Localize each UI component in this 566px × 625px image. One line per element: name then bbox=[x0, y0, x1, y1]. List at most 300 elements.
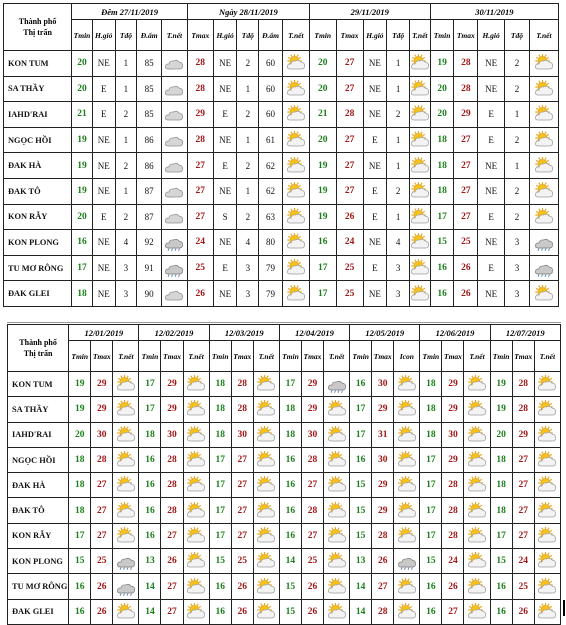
value-cell: 2 bbox=[237, 153, 259, 179]
value-cell: 79 bbox=[259, 281, 283, 307]
value-cell: 1 bbox=[505, 153, 530, 179]
weather-icon-cell bbox=[529, 281, 558, 307]
city-name: IAHD'RAI bbox=[8, 422, 69, 447]
weather-icon-cell bbox=[183, 372, 209, 397]
tmax-value: 29 bbox=[301, 372, 323, 397]
sun-behind-cloud-icon bbox=[113, 426, 138, 444]
weather-icon-cell bbox=[394, 498, 420, 523]
column-header: T.nết bbox=[534, 341, 560, 372]
tmax-value: 29 bbox=[372, 397, 394, 422]
value-cell: S bbox=[213, 204, 237, 230]
sun-behind-cloud-icon bbox=[113, 451, 138, 469]
weather-icon-cell bbox=[162, 51, 188, 77]
tmax-value: 31 bbox=[372, 422, 394, 447]
tmin-value: 17 bbox=[420, 498, 442, 523]
weather-icon-cell bbox=[253, 523, 279, 548]
cloud-rain-icon bbox=[530, 259, 558, 277]
tmax-value: 28 bbox=[512, 397, 534, 422]
weather-icon-cell bbox=[282, 178, 309, 204]
tmin-value: 18 bbox=[69, 498, 91, 523]
value-cell: NE bbox=[92, 230, 115, 256]
weather-icon-cell bbox=[529, 178, 558, 204]
tmax-value: 28 bbox=[187, 76, 213, 102]
value-cell: 85 bbox=[137, 51, 162, 77]
value-cell: 61 bbox=[259, 127, 283, 153]
value-cell: E bbox=[92, 204, 115, 230]
weather-icon-cell bbox=[409, 281, 430, 307]
sun-behind-cloud-icon bbox=[184, 552, 209, 570]
weather-icon-cell bbox=[113, 574, 139, 599]
tmax-value: 27 bbox=[231, 473, 253, 498]
column-header: Tmin bbox=[139, 341, 161, 372]
value-cell: NE bbox=[213, 178, 237, 204]
weather-icon-cell bbox=[324, 372, 350, 397]
weather-icon-cell bbox=[464, 498, 490, 523]
column-header: Tmax bbox=[187, 20, 213, 51]
tmax-value: 24 bbox=[442, 549, 464, 574]
sun-behind-cloud-icon bbox=[254, 451, 279, 469]
weather-icon-cell bbox=[113, 422, 139, 447]
cloud-rain-icon bbox=[113, 552, 138, 570]
sun-behind-cloud-icon bbox=[464, 552, 489, 570]
tmax-value: 29 bbox=[161, 372, 183, 397]
tmin-value: 19 bbox=[309, 153, 336, 179]
weather-icon-cell bbox=[529, 204, 558, 230]
tmax-value: 25 bbox=[187, 255, 213, 281]
cloud-with-sun-icon bbox=[464, 451, 489, 469]
weather-icon-cell bbox=[464, 599, 490, 624]
sun-behind-cloud-icon bbox=[394, 426, 419, 444]
column-header: Icon bbox=[394, 341, 420, 372]
weather-icon-cell bbox=[282, 204, 309, 230]
weather-icon-cell bbox=[464, 549, 490, 574]
tmax-value: 25 bbox=[336, 281, 363, 307]
tmax-value: 26 bbox=[336, 204, 363, 230]
tmax-value: 29 bbox=[442, 372, 464, 397]
tmin-value: 20 bbox=[69, 422, 91, 447]
tmax-value: 28 bbox=[161, 447, 183, 472]
weather-icon-cell bbox=[464, 397, 490, 422]
weather-icon-cell bbox=[394, 473, 420, 498]
column-header: H.gió bbox=[213, 20, 237, 51]
value-cell: 2 bbox=[505, 127, 530, 153]
tmax-value: 28 bbox=[442, 498, 464, 523]
table-row bbox=[8, 447, 561, 472]
city-column-header bbox=[8, 325, 69, 372]
tmin-value: 20 bbox=[309, 127, 336, 153]
value-cell: NE bbox=[478, 281, 505, 307]
weather-icon-cell bbox=[534, 523, 560, 548]
value-cell: E bbox=[478, 255, 505, 281]
weather-icon-cell bbox=[282, 281, 309, 307]
tmax-value: 25 bbox=[231, 549, 253, 574]
tmax-value: 26 bbox=[454, 281, 478, 307]
sun-behind-cloud-icon bbox=[254, 552, 279, 570]
tmax-value: 28 bbox=[454, 76, 478, 102]
cloud-icon bbox=[162, 285, 187, 303]
sun-behind-cloud-icon bbox=[530, 157, 558, 175]
table-row bbox=[8, 372, 561, 397]
weather-icon-cell bbox=[162, 204, 188, 230]
value-cell: 2 bbox=[505, 204, 530, 230]
value-cell: 62 bbox=[259, 178, 283, 204]
cloud-rain-icon bbox=[162, 259, 187, 277]
table-row bbox=[4, 204, 559, 230]
weather-icon-cell bbox=[324, 397, 350, 422]
tmax-value: 27 bbox=[336, 153, 363, 179]
value-cell: E bbox=[363, 127, 387, 153]
column-header: Tđộ bbox=[237, 20, 259, 51]
tmin-value: 20 bbox=[72, 76, 93, 102]
sun-behind-cloud-icon bbox=[535, 375, 560, 393]
day-header: 12/06/2019 bbox=[420, 325, 490, 341]
city-name: KON RẪY bbox=[8, 523, 69, 548]
tmin-value: 14 bbox=[350, 574, 372, 599]
weather-icon-cell bbox=[394, 549, 420, 574]
tmin-value: 17 bbox=[350, 397, 372, 422]
tmin-value: 17 bbox=[209, 498, 231, 523]
table-row bbox=[8, 422, 561, 447]
weather-icon-cell bbox=[113, 447, 139, 472]
column-header-row bbox=[8, 341, 561, 372]
value-cell: 3 bbox=[505, 281, 530, 307]
sun-behind-cloud-icon bbox=[283, 157, 309, 175]
value-cell: E bbox=[478, 127, 505, 153]
tmin-value: 18 bbox=[420, 372, 442, 397]
tmin-value: 20 bbox=[430, 76, 454, 102]
tmax-value: 29 bbox=[91, 372, 113, 397]
tmax-value: 27 bbox=[336, 178, 363, 204]
tmin-value: 18 bbox=[430, 153, 454, 179]
day-header: Đêm 27/11/2019 bbox=[72, 4, 188, 20]
tmax-value: 28 bbox=[372, 523, 394, 548]
value-cell: 2 bbox=[387, 178, 410, 204]
tmax-value: 27 bbox=[454, 178, 478, 204]
sun-behind-cloud-icon bbox=[464, 400, 489, 418]
sun-behind-cloud-icon bbox=[530, 285, 558, 303]
tmax-value: 26 bbox=[161, 549, 183, 574]
value-cell: 2 bbox=[505, 76, 530, 102]
weather-icon-cell bbox=[409, 127, 430, 153]
weather-icon-cell bbox=[534, 473, 560, 498]
sun-behind-cloud-icon bbox=[324, 578, 349, 596]
city-name: NGỌC HỒI bbox=[4, 127, 72, 153]
weather-icon-cell bbox=[534, 397, 560, 422]
tmax-value: 30 bbox=[301, 422, 323, 447]
sun-behind-cloud-icon bbox=[324, 451, 349, 469]
tmin-value: 15 bbox=[69, 549, 91, 574]
tmax-value: 27 bbox=[231, 523, 253, 548]
value-cell: 2 bbox=[115, 153, 137, 179]
weather-icon-cell bbox=[183, 422, 209, 447]
tmin-value: 15 bbox=[209, 549, 231, 574]
weather-icon-cell bbox=[162, 76, 188, 102]
value-cell: NE bbox=[92, 153, 115, 179]
day-header: 29/11/2019 bbox=[309, 4, 430, 20]
sun-behind-cloud-icon bbox=[184, 527, 209, 545]
tmax-value: 27 bbox=[336, 127, 363, 153]
tmax-value: 30 bbox=[372, 372, 394, 397]
table-row bbox=[4, 255, 559, 281]
tmin-value: 15 bbox=[490, 549, 512, 574]
value-cell: 2 bbox=[237, 102, 259, 128]
column-header: Tmax bbox=[512, 341, 534, 372]
sun-behind-cloud-icon bbox=[535, 603, 560, 621]
sun-behind-cloud-icon bbox=[530, 131, 558, 149]
value-cell: 1 bbox=[387, 127, 410, 153]
tmin-value: 13 bbox=[139, 549, 161, 574]
tmin-value: 19 bbox=[309, 178, 336, 204]
column-header: Tmax bbox=[442, 341, 464, 372]
weather-icon-cell bbox=[253, 473, 279, 498]
city-name: TU MƠ RÔNG bbox=[8, 574, 69, 599]
column-header: T.nết bbox=[324, 341, 350, 372]
column-header: Tmin bbox=[279, 341, 301, 372]
sun-behind-cloud-icon bbox=[184, 476, 209, 494]
tmin-value: 15 bbox=[430, 230, 454, 256]
tmin-value: 15 bbox=[279, 574, 301, 599]
tmin-value: 16 bbox=[279, 498, 301, 523]
value-cell: 4 bbox=[387, 230, 410, 256]
column-header: Tmax bbox=[91, 341, 113, 372]
column-header: T.nết bbox=[282, 20, 309, 51]
tmax-value: 26 bbox=[231, 574, 253, 599]
weather-icon-cell bbox=[113, 599, 139, 624]
weather-icon-cell bbox=[409, 51, 430, 77]
table-row bbox=[8, 523, 561, 548]
city-header-line-2: Thị trấn bbox=[23, 28, 52, 37]
tmax-value: 25 bbox=[336, 255, 363, 281]
value-cell: NE bbox=[363, 51, 387, 77]
city-name: TU MƠ RÔNG bbox=[4, 255, 72, 281]
weather-icon-cell bbox=[282, 255, 309, 281]
tmin-value: 15 bbox=[350, 523, 372, 548]
cloud-rain-icon bbox=[162, 233, 187, 251]
tmin-value: 19 bbox=[490, 372, 512, 397]
weather-icon-cell bbox=[529, 76, 558, 102]
column-header: Tmin bbox=[350, 341, 372, 372]
day-header: 12/05/2019 bbox=[350, 325, 420, 341]
value-cell: 2 bbox=[115, 102, 137, 128]
tmax-value: 28 bbox=[161, 498, 183, 523]
sun-behind-cloud-icon bbox=[184, 375, 209, 393]
sun-behind-cloud-icon bbox=[113, 603, 138, 621]
tmin-value: 16 bbox=[490, 599, 512, 624]
value-cell: 1 bbox=[387, 153, 410, 179]
tmax-value: 28 bbox=[336, 102, 363, 128]
value-cell: 92 bbox=[137, 230, 162, 256]
weather-icon-cell bbox=[409, 76, 430, 102]
sun-behind-cloud-icon bbox=[530, 182, 558, 200]
weather-icon-cell bbox=[394, 599, 420, 624]
sun-behind-cloud-icon bbox=[530, 105, 558, 123]
value-cell: NE bbox=[363, 102, 387, 128]
sun-behind-cloud-icon bbox=[410, 54, 430, 72]
weather-icon-cell bbox=[534, 422, 560, 447]
weather-icon-cell bbox=[464, 574, 490, 599]
value-cell: 91 bbox=[137, 255, 162, 281]
weather-icon-cell bbox=[534, 549, 560, 574]
tmin-value: 19 bbox=[69, 397, 91, 422]
value-cell: 85 bbox=[137, 102, 162, 128]
tmax-value: 28 bbox=[372, 599, 394, 624]
value-cell: 3 bbox=[387, 255, 410, 281]
sun-behind-cloud-icon bbox=[394, 400, 419, 418]
weather-icon-cell bbox=[113, 549, 139, 574]
day-header: 12/02/2019 bbox=[139, 325, 209, 341]
table-row bbox=[4, 51, 559, 77]
value-cell: 79 bbox=[259, 255, 283, 281]
tmin-value: 15 bbox=[279, 599, 301, 624]
sun-behind-cloud-icon bbox=[410, 157, 430, 175]
sun-behind-cloud-icon bbox=[254, 375, 279, 393]
column-header: Đ.ẩm bbox=[259, 20, 283, 51]
value-cell: 1 bbox=[237, 178, 259, 204]
value-cell: 62 bbox=[259, 153, 283, 179]
sun-behind-cloud-icon bbox=[113, 527, 138, 545]
tmin-value: 16 bbox=[279, 523, 301, 548]
tmin-value: 20 bbox=[309, 51, 336, 77]
tmax-value: 27 bbox=[161, 574, 183, 599]
value-cell: 60 bbox=[259, 102, 283, 128]
value-cell: NE bbox=[213, 127, 237, 153]
tmin-value: 21 bbox=[309, 102, 336, 128]
tmin-value: 17 bbox=[139, 397, 161, 422]
tmin-value: 18 bbox=[69, 447, 91, 472]
value-cell: 2 bbox=[237, 51, 259, 77]
sun-behind-cloud-icon bbox=[535, 578, 560, 596]
tmax-value: 27 bbox=[512, 447, 534, 472]
weather-icon-cell bbox=[282, 76, 309, 102]
tmin-value: 16 bbox=[139, 523, 161, 548]
column-header: Tmin bbox=[430, 20, 454, 51]
weather-icon-cell bbox=[394, 397, 420, 422]
weather-icon-cell bbox=[324, 422, 350, 447]
sun-behind-cloud-icon bbox=[464, 476, 489, 494]
tmin-value: 17 bbox=[430, 204, 454, 230]
sun-behind-cloud-icon bbox=[394, 476, 419, 494]
weather-icon-cell bbox=[253, 549, 279, 574]
tmax-value: 27 bbox=[301, 523, 323, 548]
column-header: Tmin bbox=[490, 341, 512, 372]
city-name: KON PLONG bbox=[4, 230, 72, 256]
city-name: ĐAK HÀ bbox=[8, 473, 69, 498]
tmax-value: 25 bbox=[512, 574, 534, 599]
value-cell: 1 bbox=[115, 51, 137, 77]
tmin-value: 16 bbox=[309, 230, 336, 256]
tmin-value: 17 bbox=[72, 255, 93, 281]
column-header: T.nết bbox=[464, 341, 490, 372]
sun-behind-cloud-icon bbox=[113, 400, 138, 418]
value-cell: 3 bbox=[115, 281, 137, 307]
tmin-value: 20 bbox=[430, 102, 454, 128]
value-cell: NE bbox=[92, 281, 115, 307]
weather-icon-cell bbox=[409, 255, 430, 281]
sun-behind-cloud-icon bbox=[464, 527, 489, 545]
weather-icon-cell bbox=[409, 102, 430, 128]
weather-icon-cell bbox=[162, 102, 188, 128]
tmax-value: 27 bbox=[91, 498, 113, 523]
sun-behind-cloud-icon bbox=[324, 552, 349, 570]
weather-icon-cell bbox=[282, 230, 309, 256]
cloud-icon bbox=[162, 131, 187, 149]
tmax-value: 26 bbox=[187, 281, 213, 307]
tmax-value: 27 bbox=[512, 498, 534, 523]
weather-icon-cell bbox=[394, 447, 420, 472]
tmax-value: 28 bbox=[231, 372, 253, 397]
sun-behind-cloud-icon bbox=[254, 527, 279, 545]
sun-behind-cloud-icon bbox=[184, 400, 209, 418]
sun-behind-cloud-icon bbox=[324, 502, 349, 520]
value-cell: 80 bbox=[259, 230, 283, 256]
table-row bbox=[4, 230, 559, 256]
weather-icon-cell bbox=[183, 599, 209, 624]
table-row bbox=[4, 281, 559, 307]
tmax-value: 27 bbox=[372, 574, 394, 599]
value-cell: E bbox=[213, 255, 237, 281]
tmax-value: 28 bbox=[231, 397, 253, 422]
column-header: H.gió bbox=[363, 20, 387, 51]
sun-behind-cloud-icon bbox=[464, 426, 489, 444]
sun-behind-cloud-icon bbox=[324, 476, 349, 494]
sun-behind-cloud-icon bbox=[283, 259, 309, 277]
weather-icon-cell bbox=[253, 498, 279, 523]
value-cell: NE bbox=[478, 230, 505, 256]
column-header: T.nết bbox=[183, 341, 209, 372]
value-cell: 1 bbox=[387, 51, 410, 77]
value-cell: 2 bbox=[505, 51, 530, 77]
cloud-with-sun-icon bbox=[283, 233, 309, 251]
tmin-value: 18 bbox=[209, 422, 231, 447]
value-cell: E bbox=[213, 153, 237, 179]
weather-icon-cell bbox=[324, 473, 350, 498]
tmax-value: 25 bbox=[454, 230, 478, 256]
weather-icon-cell bbox=[324, 549, 350, 574]
city-header-line-1: Thành phố bbox=[19, 338, 57, 347]
tmin-value: 16 bbox=[139, 498, 161, 523]
value-cell: NE bbox=[478, 51, 505, 77]
tmax-value: 26 bbox=[512, 599, 534, 624]
value-cell: NE bbox=[92, 127, 115, 153]
column-header: T.nết bbox=[409, 20, 430, 51]
value-cell: NE bbox=[478, 178, 505, 204]
weather-icon-cell bbox=[113, 397, 139, 422]
value-cell: E bbox=[478, 204, 505, 230]
tmax-value: 27 bbox=[442, 599, 464, 624]
sun-behind-cloud-icon bbox=[283, 54, 309, 72]
tmin-value: 16 bbox=[420, 599, 442, 624]
value-cell: 60 bbox=[259, 76, 283, 102]
value-cell: 1 bbox=[115, 178, 137, 204]
value-cell: 3 bbox=[115, 255, 137, 281]
sun-behind-cloud-icon bbox=[535, 527, 560, 545]
sun-behind-cloud-icon bbox=[394, 375, 419, 393]
tmin-value: 17 bbox=[279, 372, 301, 397]
weather-icon-cell bbox=[183, 397, 209, 422]
column-header: Tđộ bbox=[115, 20, 137, 51]
value-cell: 1 bbox=[505, 102, 530, 128]
tmax-value: 28 bbox=[512, 372, 534, 397]
city-name: SA THẦY bbox=[8, 397, 69, 422]
tmax-value: 27 bbox=[187, 178, 213, 204]
tmax-value: 27 bbox=[512, 523, 534, 548]
column-header: Tmin bbox=[69, 341, 91, 372]
tmin-value: 19 bbox=[490, 397, 512, 422]
weather-icon-cell bbox=[183, 549, 209, 574]
value-cell: E bbox=[213, 102, 237, 128]
tmax-value: 27 bbox=[512, 473, 534, 498]
tmax-value: 24 bbox=[512, 549, 534, 574]
